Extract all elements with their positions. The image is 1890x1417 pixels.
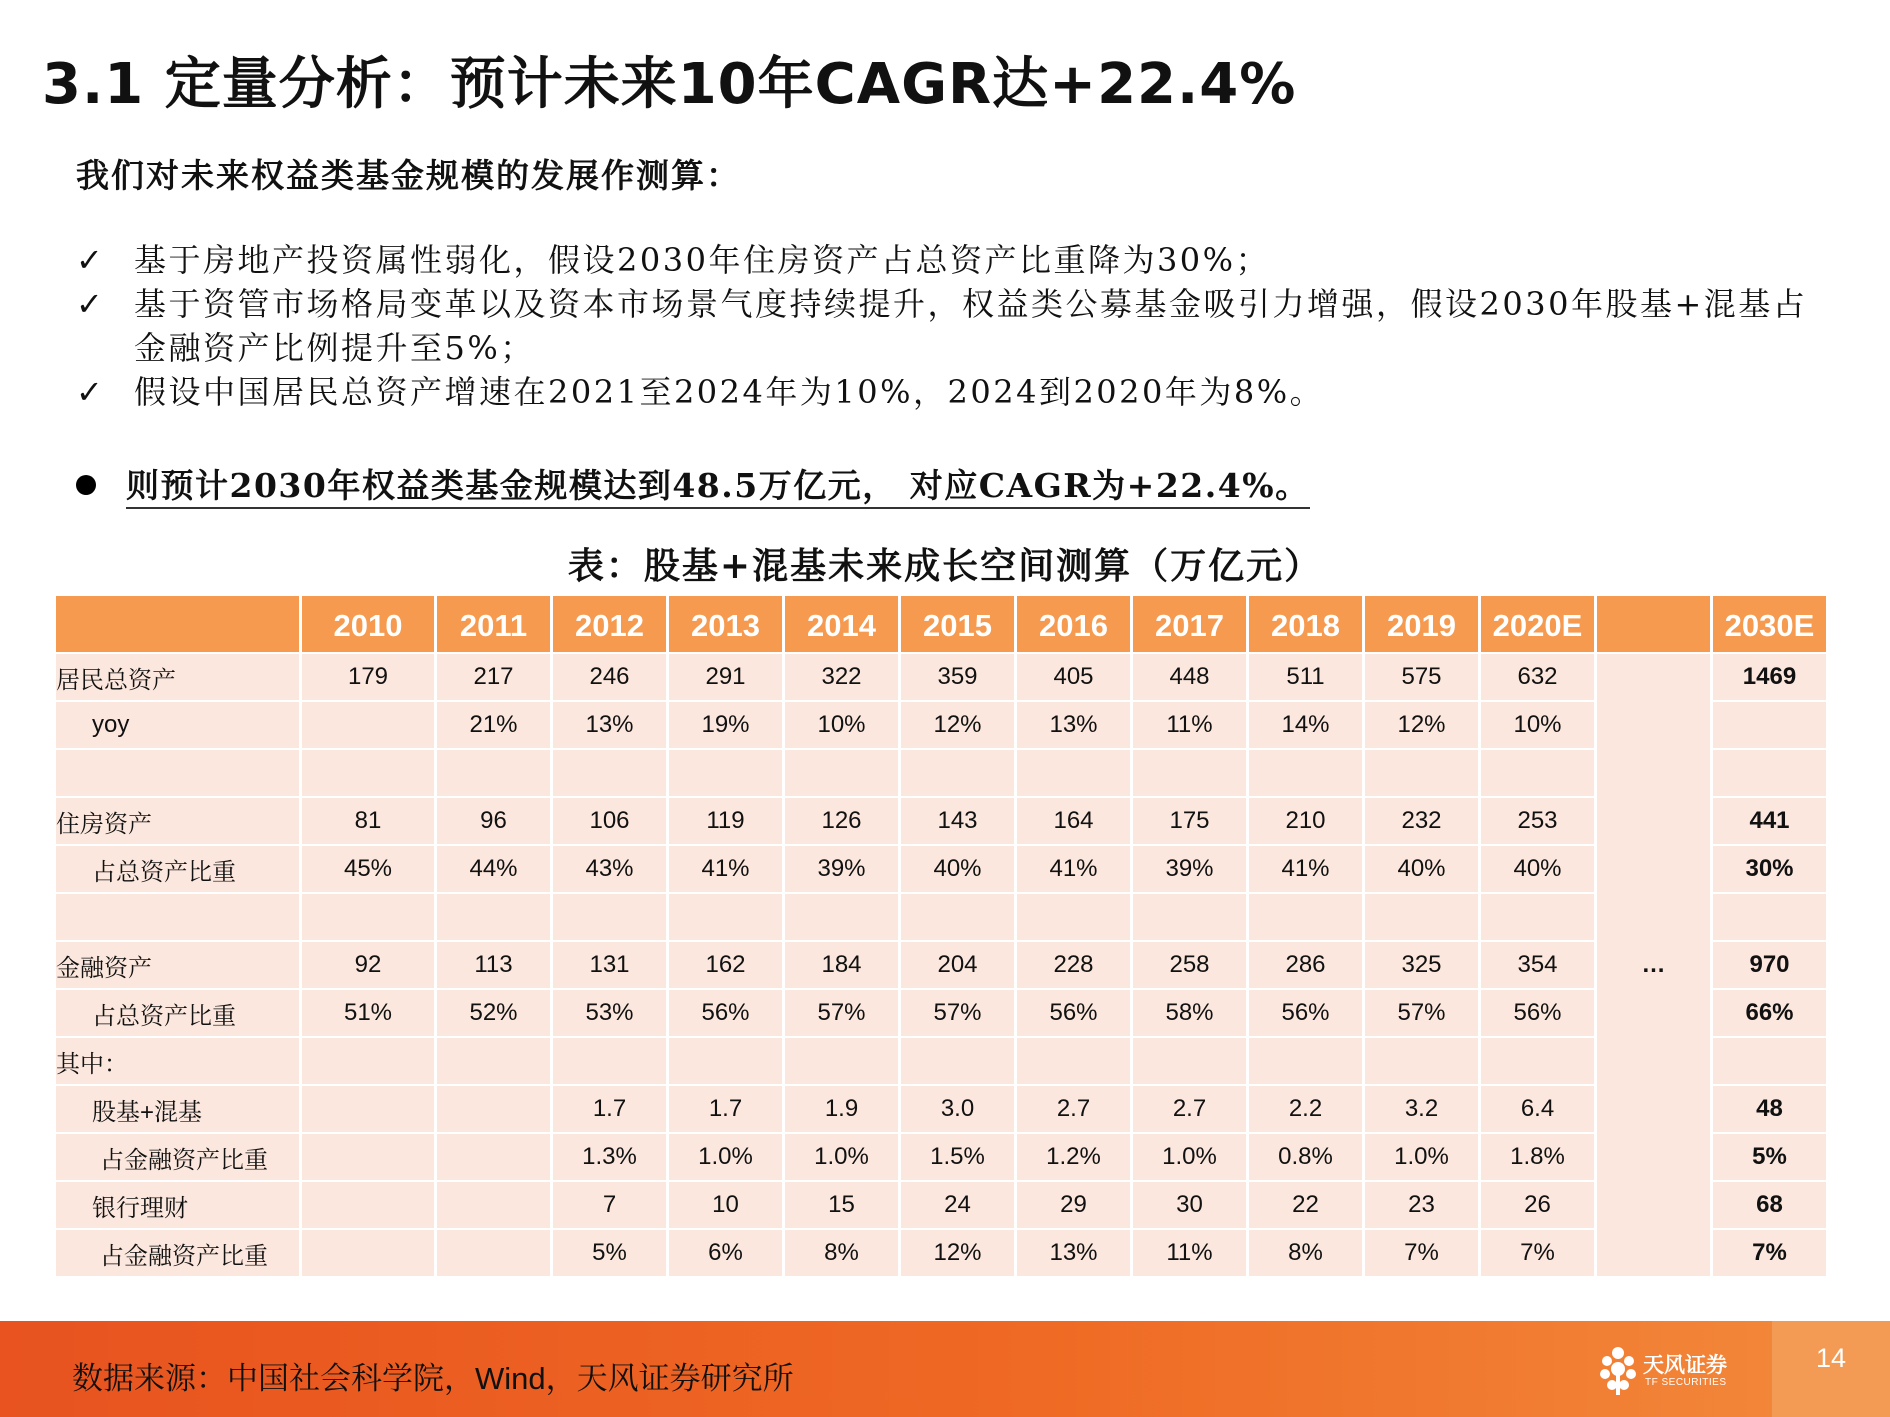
conclusion-text: 则预计2030年权益类基金规模达到48.5万亿元， 对应CAGR为+22.4%。	[126, 466, 1310, 509]
table-cell: 22	[1249, 1182, 1362, 1228]
column-header-2015: 2015	[901, 596, 1014, 652]
table-cell: 232	[1365, 798, 1478, 844]
table-cell	[1133, 750, 1246, 796]
table-cell: 12%	[901, 1230, 1014, 1276]
table-cell: 184	[785, 942, 898, 988]
footer-bar	[0, 1321, 1890, 1417]
table-cell: 632	[1481, 654, 1594, 700]
column-header-2018: 2018	[1249, 596, 1362, 652]
table-cell: 13%	[1017, 1230, 1130, 1276]
forecast-table	[53, 594, 1829, 1278]
flower-logo-icon	[1595, 1343, 1641, 1399]
column-header-2020e: 2020E	[1481, 596, 1594, 652]
table-cell: 96	[437, 798, 550, 844]
table-cell: 325	[1365, 942, 1478, 988]
table-cell	[1017, 894, 1130, 940]
table-cell	[553, 750, 666, 796]
row-label: 居民总资产	[56, 654, 299, 700]
table-cell: 7	[553, 1182, 666, 1228]
table-cell: 179	[302, 654, 434, 700]
table-cell: 30	[1133, 1182, 1246, 1228]
table-cell	[1017, 1038, 1130, 1084]
table-cell: 1.0%	[1365, 1134, 1478, 1180]
table-cell	[785, 1038, 898, 1084]
table-cell: 258	[1133, 942, 1246, 988]
table-cell: 7%	[1365, 1230, 1478, 1276]
table-cell: 405	[1017, 654, 1130, 700]
assumption-list	[76, 238, 1816, 414]
table-cell	[669, 1038, 782, 1084]
table-cell: 13%	[1017, 702, 1130, 748]
table-cell	[1481, 1038, 1594, 1084]
table-cell: 246	[553, 654, 666, 700]
table-cell	[1133, 894, 1246, 940]
table-cell: 354	[1481, 942, 1594, 988]
table-cell: 286	[1249, 942, 1362, 988]
logo-english: TF SECURITIES	[1645, 1377, 1727, 1388]
table-row	[56, 990, 1826, 1036]
table-cell: 6%	[669, 1230, 782, 1276]
table-cell: 21%	[437, 702, 550, 748]
table-cell: 11%	[1133, 1230, 1246, 1276]
table-row	[56, 798, 1826, 844]
table-cell: 92	[302, 942, 434, 988]
forecast-cell	[1713, 894, 1826, 940]
table-cell: 131	[553, 942, 666, 988]
table-row	[56, 1038, 1826, 1084]
table-row	[56, 1230, 1826, 1276]
forecast-cell: 441	[1713, 798, 1826, 844]
table-cell: 575	[1365, 654, 1478, 700]
table-row	[56, 702, 1826, 748]
table-cell: 41%	[669, 846, 782, 892]
table-cell	[302, 750, 434, 796]
table-cell: 291	[669, 654, 782, 700]
table-cell: 448	[1133, 654, 1246, 700]
table-cell	[302, 702, 434, 748]
column-header-2010: 2010	[302, 596, 434, 652]
table-cell: 3.2	[1365, 1086, 1478, 1132]
table-row	[56, 942, 1826, 988]
table-cell: 56%	[1481, 990, 1594, 1036]
page-number: 14	[1815, 1343, 1847, 1373]
table-cell	[785, 894, 898, 940]
table-cell: 228	[1017, 942, 1130, 988]
table-cell: 26	[1481, 1182, 1594, 1228]
table-cell: 8%	[1249, 1230, 1362, 1276]
assumption-text: 基于资管市场格局变革以及资本市场景气度持续提升，权益类公募基金吸引力增强，假设2030年股基+混基占金融资产比例提升至5%；	[134, 285, 1808, 367]
table-cell: 143	[901, 798, 1014, 844]
forecast-cell: 970	[1713, 942, 1826, 988]
check-icon: ✓	[76, 373, 106, 411]
table-cell: 52%	[437, 990, 550, 1036]
table-cell: 12%	[901, 702, 1014, 748]
table-cell: 15	[785, 1182, 898, 1228]
column-header-2012: 2012	[553, 596, 666, 652]
table-cell: 24	[901, 1182, 1014, 1228]
row-label: 银行理财	[56, 1182, 299, 1228]
table-cell	[901, 1038, 1014, 1084]
column-header-2013: 2013	[669, 596, 782, 652]
table-cell: 162	[669, 942, 782, 988]
table-cell	[553, 1038, 666, 1084]
table-cell	[669, 750, 782, 796]
table-cell: 40%	[1365, 846, 1478, 892]
table-cell	[901, 750, 1014, 796]
table-cell: 40%	[1481, 846, 1594, 892]
table-cell	[1481, 750, 1594, 796]
table-cell	[1249, 894, 1362, 940]
column-header-blank	[56, 596, 299, 652]
table-cell	[1481, 894, 1594, 940]
table-cell: 10%	[785, 702, 898, 748]
table-cell: 253	[1481, 798, 1594, 844]
table-cell: 119	[669, 798, 782, 844]
ellipsis-column: …	[1597, 654, 1710, 1276]
logo-name: 天风证券	[1643, 1353, 1727, 1377]
table-row	[56, 750, 1826, 796]
assumption-item	[76, 370, 1816, 414]
page-title: 3.1 定量分析：预计未来10年CAGR达+22.4%	[42, 52, 1297, 117]
table-cell	[302, 1182, 434, 1228]
column-header-2019: 2019	[1365, 596, 1478, 652]
table-cell	[1133, 1038, 1246, 1084]
table-row	[56, 1182, 1826, 1228]
table-cell: 39%	[1133, 846, 1246, 892]
table-cell	[901, 894, 1014, 940]
table-cell: 113	[437, 942, 550, 988]
row-label	[56, 750, 299, 796]
table-cell: 0.8%	[1249, 1134, 1362, 1180]
table-cell: 7%	[1481, 1230, 1594, 1276]
column-header-2014: 2014	[785, 596, 898, 652]
table-cell: 1.9	[785, 1086, 898, 1132]
table-cell: 204	[901, 942, 1014, 988]
table-cell	[437, 1230, 550, 1276]
forecast-cell: 30%	[1713, 846, 1826, 892]
forecast-cell: 48	[1713, 1086, 1826, 1132]
company-logo	[1595, 1343, 1745, 1399]
table-cell: 57%	[1365, 990, 1478, 1036]
table-cell: 106	[553, 798, 666, 844]
table-cell: 164	[1017, 798, 1130, 844]
forecast-cell: 7%	[1713, 1230, 1826, 1276]
column-header-blank	[1597, 596, 1710, 652]
page-number-box	[1772, 1321, 1890, 1417]
table-cell: 1.2%	[1017, 1134, 1130, 1180]
assumption-item	[76, 282, 1816, 370]
check-icon: ✓	[76, 241, 106, 279]
table-cell	[302, 1086, 434, 1132]
table-cell: 81	[302, 798, 434, 844]
column-header-2030e: 2030E	[1713, 596, 1826, 652]
table-cell: 511	[1249, 654, 1362, 700]
table-cell	[785, 750, 898, 796]
table-cell: 2.7	[1133, 1086, 1246, 1132]
row-label: 占金融资产比重	[56, 1134, 299, 1180]
column-header-2016: 2016	[1017, 596, 1130, 652]
table-cell: 23	[1365, 1182, 1478, 1228]
table-title: 表：股基+混基未来成长空间测算（万亿元）	[567, 545, 1323, 587]
table-cell: 57%	[785, 990, 898, 1036]
table-cell: 40%	[901, 846, 1014, 892]
table-cell	[437, 1182, 550, 1228]
table-cell: 5%	[553, 1230, 666, 1276]
forecast-cell: 66%	[1713, 990, 1826, 1036]
table-cell: 56%	[669, 990, 782, 1036]
table-cell: 43%	[553, 846, 666, 892]
table-cell: 45%	[302, 846, 434, 892]
table-cell	[1249, 750, 1362, 796]
row-label: 占金融资产比重	[56, 1230, 299, 1276]
forecast-cell	[1713, 750, 1826, 796]
table-cell: 1.8%	[1481, 1134, 1594, 1180]
table-cell: 13%	[553, 702, 666, 748]
table-cell: 217	[437, 654, 550, 700]
table-cell	[1365, 750, 1478, 796]
table-cell: 2.2	[1249, 1086, 1362, 1132]
table-cell: 19%	[669, 702, 782, 748]
data-source: 数据来源：中国社会科学院，Wind，天风证券研究所	[72, 1361, 794, 1396]
table-cell	[437, 750, 550, 796]
table-cell: 1.3%	[553, 1134, 666, 1180]
table-row	[56, 846, 1826, 892]
table-cell: 126	[785, 798, 898, 844]
table-cell: 2.7	[1017, 1086, 1130, 1132]
table-cell: 322	[785, 654, 898, 700]
table-cell: 41%	[1249, 846, 1362, 892]
table-cell: 53%	[553, 990, 666, 1036]
table-cell: 44%	[437, 846, 550, 892]
table-cell	[302, 1230, 434, 1276]
table-header-row	[56, 596, 1826, 652]
assumption-item	[76, 238, 1816, 282]
table-cell	[1017, 750, 1130, 796]
table-cell: 56%	[1017, 990, 1130, 1036]
table-cell: 39%	[785, 846, 898, 892]
table-cell: 51%	[302, 990, 434, 1036]
table-cell: 1.7	[553, 1086, 666, 1132]
assumption-text: 基于房地产投资属性弱化，假设2030年住房资产占总资产比重降为30%；	[134, 241, 1271, 279]
table-row	[56, 1086, 1826, 1132]
table-cell	[1249, 1038, 1362, 1084]
table-cell: 1.0%	[669, 1134, 782, 1180]
table-cell	[437, 1134, 550, 1180]
table-cell	[302, 894, 434, 940]
forecast-cell: 68	[1713, 1182, 1826, 1228]
bullet-dot-icon	[76, 475, 96, 495]
table-cell: 8%	[785, 1230, 898, 1276]
row-label: yoy	[56, 702, 299, 748]
table-cell: 56%	[1249, 990, 1362, 1036]
column-header-2017: 2017	[1133, 596, 1246, 652]
table-cell: 1.0%	[785, 1134, 898, 1180]
forecast-cell: 1469	[1713, 654, 1826, 700]
table-cell: 3.0	[901, 1086, 1014, 1132]
table-cell	[1365, 894, 1478, 940]
table-cell: 1.7	[669, 1086, 782, 1132]
table-cell	[437, 1086, 550, 1132]
table-cell: 57%	[901, 990, 1014, 1036]
table-row	[56, 654, 1826, 700]
table-cell: 10%	[1481, 702, 1594, 748]
table-row	[56, 1134, 1826, 1180]
table-cell: 6.4	[1481, 1086, 1594, 1132]
table-cell: 29	[1017, 1182, 1130, 1228]
table-row	[56, 894, 1826, 940]
table-cell	[437, 894, 550, 940]
table-cell: 210	[1249, 798, 1362, 844]
table-cell: 11%	[1133, 702, 1246, 748]
table-cell: 175	[1133, 798, 1246, 844]
assumption-text: 假设中国居民总资产增速在2021至2024年为10%，2024到2020年为8%。	[134, 373, 1325, 411]
column-header-2011: 2011	[437, 596, 550, 652]
table-cell: 12%	[1365, 702, 1478, 748]
table-cell	[669, 894, 782, 940]
table-cell: 58%	[1133, 990, 1246, 1036]
forecast-cell: 5%	[1713, 1134, 1826, 1180]
check-icon: ✓	[76, 285, 106, 323]
row-label: 住房资产	[56, 798, 299, 844]
table-cell	[302, 1038, 434, 1084]
row-label: 金融资产	[56, 942, 299, 988]
intro-text: 我们对未来权益类基金规模的发展作测算：	[76, 156, 741, 195]
row-label	[56, 894, 299, 940]
table-cell: 10	[669, 1182, 782, 1228]
table-cell	[1365, 1038, 1478, 1084]
table-cell: 41%	[1017, 846, 1130, 892]
forecast-cell	[1713, 1038, 1826, 1084]
row-label: 其中：	[56, 1038, 299, 1084]
table-cell: 14%	[1249, 702, 1362, 748]
table-cell: 1.5%	[901, 1134, 1014, 1180]
table-cell: 359	[901, 654, 1014, 700]
forecast-cell	[1713, 702, 1826, 748]
table-cell	[302, 1134, 434, 1180]
row-label: 股基+混基	[56, 1086, 299, 1132]
table-cell	[553, 894, 666, 940]
table-cell	[437, 1038, 550, 1084]
conclusion	[76, 460, 1310, 507]
table-cell: 1.0%	[1133, 1134, 1246, 1180]
row-label: 占总资产比重	[56, 990, 299, 1036]
row-label: 占总资产比重	[56, 846, 299, 892]
